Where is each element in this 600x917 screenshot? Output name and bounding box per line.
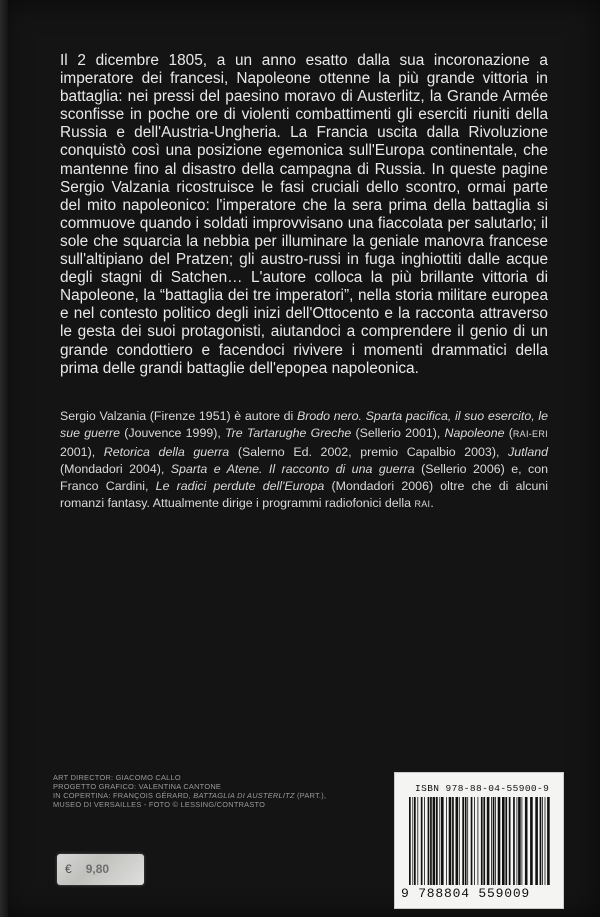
isbn-barcode [394, 772, 564, 909]
barcode-bars-icon [407, 797, 552, 885]
currency-symbol: € [65, 862, 72, 876]
book-title: Le radici perdute dell'Europa [155, 479, 325, 494]
cover-edge [0, 0, 8, 917]
author-bio: Sergio Valzania (Firenze 1951) è autore di Brodo nero. Sparta pacifica, il suo esercito, le sue guerre (Jouvence 1999), Tre Tartarughe Greche (Sellerio 2001), Napoleone (RAI-ERI 2001), Retorica della guerra (Salerno Ed. 2002, premio Capalbio 2003), Jutland (Mondadori 2004), Sparta e Atene. Il racconto di una guerra (Sellerio 2006) e, con Franco Cardini, Le radici perdute dell'Europa (Mondadori 2006) oltre che di alcuni romanzi fantasy. Attualmente dirige i programmi radiofonici della RAI. [60, 409, 549, 511]
credit-art-director: ART DIRECTOR: GIACOMO CALLO [53, 773, 181, 782]
isbn-label: ISBN 978-88-04-55900-9 [415, 783, 550, 794]
blurb-paragraph: Il 2 dicembre 1805, a un anno esatto dalla sua incoronazione a imperatore dei francesi, Napoleone ottenne la più grande vittoria in battaglia: nei pressi del paesino moravo di Austerlitz, la Grande Armée sconfisse in poche ore di violenti combattimenti gli eserciti riuniti della Russia e dell'Austria-Ungheria. La Francia uscita dalla Rivoluzione conquistò così una posizione egemonica sull'Europa continentale, che mantenne fino al disastro della campagna di Russia. In queste pagine Sergio Valzania ricostruisce le fasi cruciali dello scontro, ormai parte del mito napoleonico: l'imperatore che la sera prima della battaglia si commuove quando i soldati improvvisano una fiaccolata per salutarlo; il sole che squarcia la nebbia per illuminare la geniale manovra francese sull'altipiano del Pratzen; gli austro-russi in fuga inghiottiti dalle acque degli stagni di Satchen… L'autore colloca la più brillante vittoria di Napoleone, la “battaglia dei tre imperatori”, nella storia militare europea e nel contesto politico degli inizi dell'Ottocento e la racconta attraverso le gesta dei suoi protagonisti, aiutandoci a comprendere il genio di un grande condottiero e facendoci rivivere i momenti drammatici della prima delle grandi battaglie dell'epopea napoleonica. [60, 52, 548, 377]
book-title: Brodo nero. Sparta pacifica, il suo esercito, le sue guerre [60, 409, 548, 441]
book-title: Retorica della guerra [103, 444, 230, 459]
credit-graphic-design: PROGETTO GRAFICO: VALENTINA CANTONE [53, 782, 222, 792]
ean-number: 9 788804 559009 [401, 886, 531, 901]
book-title: Jutland [508, 444, 549, 459]
credit-cover-image: IN COPERTINA: FRANÇOIS GÉRARD, BATTAGLIA DI AUSTERLITZ (PART.), [53, 791, 327, 801]
book-title: Tre Tartarughe Greche [225, 426, 352, 441]
credit-photo: MUSEO DI VERSAILLES - FOTO © LESSING/CONTRASTO [53, 800, 266, 810]
design-credits [53, 773, 353, 809]
price-sticker [57, 854, 144, 885]
book-title: Napoleone [444, 426, 505, 441]
book-title: Sparta e Atene. Il racconto di una guerra [170, 461, 415, 476]
price-amount: 9,80 [85, 862, 110, 876]
